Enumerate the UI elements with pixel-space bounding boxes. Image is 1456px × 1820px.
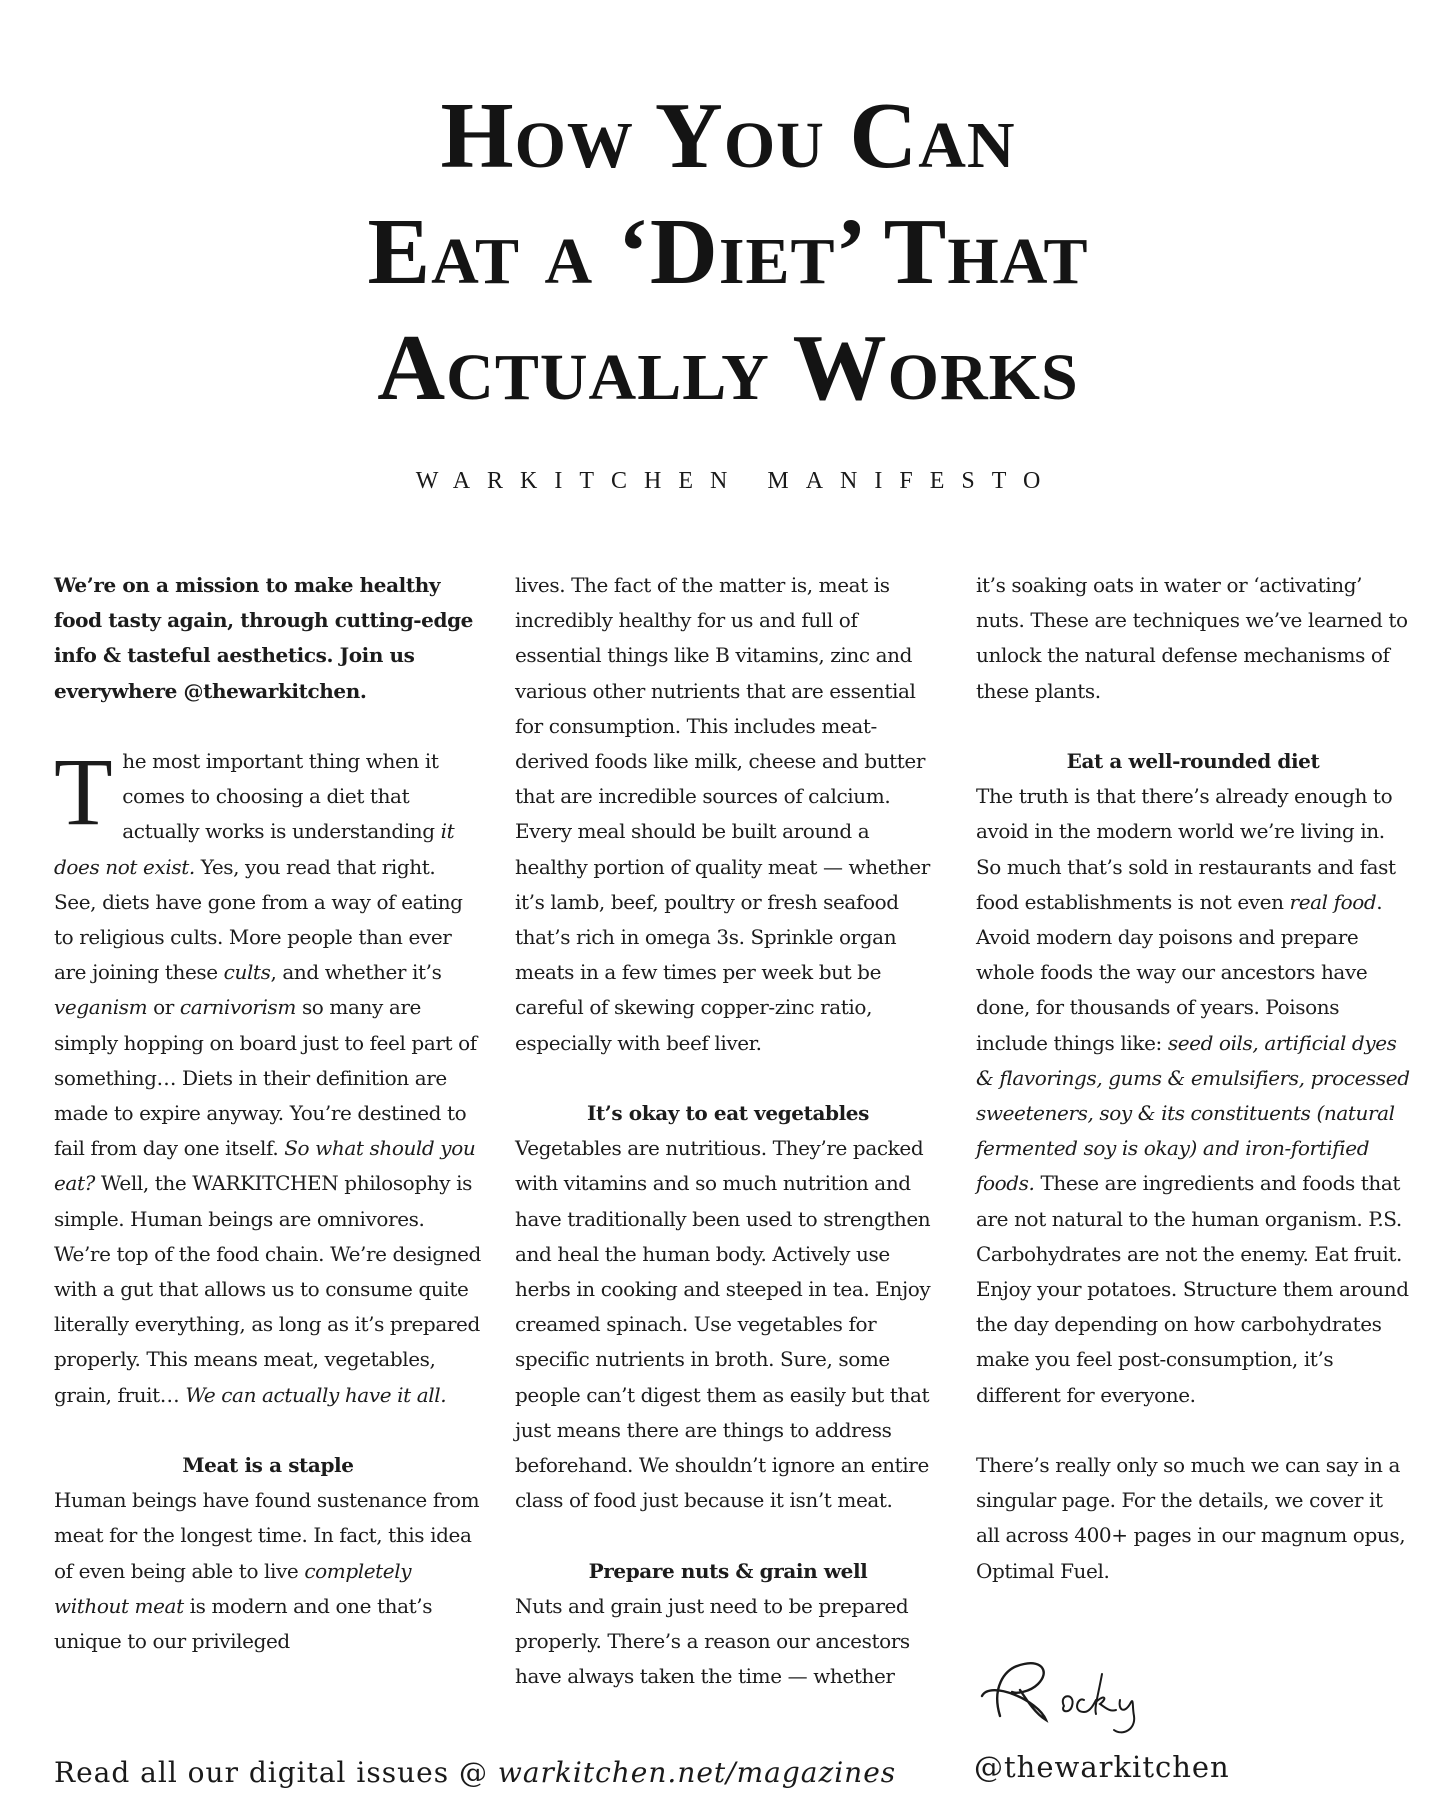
section-heading-nuts-grain: Prepare nuts & grain well <box>588 1558 868 1583</box>
lead-paragraph: We’re on a mission to make healthy food tasty again, through cutting-edge info & tasteful aesthetics. Join us everywhere @thewarkitchen. <box>54 573 473 703</box>
meat-paragraph: Human beings have found sustenance from meat for the longest time. In fact, this idea of even being able to live completely without meat is modern and one that’s unique to our privileged <box>54 1488 480 1654</box>
section-heading-diet: Eat a well-rounded diet <box>1066 749 1320 773</box>
meat-paragraph-continued: lives. The fact of the matter is, meat is incredibly healthy for us and full of essential things like B vitamins, zinc and various other nutrients that are essential for consumption. This includes meat-derived foods like milk, cheese and butter that are incredible sources of calcium. Every meal should be built around a healthy portion of quality meat — whether it’s lamb, beef, poultry or fresh seafood that’s rich in omega 3s. Sprinkle organ meats in a few times per week but be careful of skewing copper-zinc ratio, especially with beef liver. <box>515 573 930 1055</box>
section-heading-vegetables: It’s okay to eat vegetables <box>587 1101 869 1126</box>
column-1 <box>54 568 482 1659</box>
signature <box>972 1650 1192 1740</box>
subtitle: WARKITCHEN MANIFESTO <box>415 468 1058 494</box>
title-line-2: Eat a ‘Diet’ That <box>367 200 1089 304</box>
title-line-1: How You Can <box>440 84 1016 188</box>
closing-paragraph: There’s really only so much we can say in a singular page. For the details, we cover it all across 400+ pages in our magnum opus, Optimal Fuel. <box>976 1453 1406 1583</box>
diet-paragraph: The truth is that there’s already enough to avoid in the modern world we’re living in. So much that’s sold in restaurants and fast food establishments is not even real food. Avoid modern day poisons and prepare whole foods the way our ancestors have done, for thousands of years. Poisons include things like: seed oils, artificial dyes & flavorings, gums & emulsifiers, processed sweeteners, soy & its constituents (natural fermented soy is okay) and iron-fortified foods. These are ingredients and foods that are not natural to the human organism. P.S. Carbohydrates are not the enemy. Eat fruit. Enjoy your potatoes. Structure them around the day depending on how carbohydrates make you feel post-consumption, it’s different for everyone. <box>976 784 1410 1407</box>
footer-digital-issues: Read all our digital issues @ warkitchen.net/magazines <box>54 1756 897 1789</box>
nuts-grain-paragraph: Nuts and grain just need to be prepared properly. There’s a reason our ancestors have always taken the time — whether <box>515 1593 910 1689</box>
drop-cap: T <box>54 738 113 845</box>
column-3 <box>976 568 1410 1589</box>
title-line-3: Actually Works <box>377 316 1079 420</box>
footer-handle[interactable]: @thewarkitchen <box>974 1750 1230 1784</box>
magazines-link[interactable]: warkitchen.net/magazines <box>497 1756 897 1789</box>
vegetables-paragraph: Vegetables are nutritious. They’re packed with vitamins and so much nutrition and have traditionally been used to strengthen and heal the human body. Actively use herbs in cooking and steeped in tea. Enjoy creamed spinach. Use vegetables for specific nutrients in broth. Sure, some people can’t digest them as easily but that just means there are things to address beforehand. We shouldn’t ignore an entire class of food just because it isn’t meat. <box>515 1136 931 1513</box>
section-heading-meat: Meat is a staple <box>182 1453 354 1478</box>
page-title <box>0 78 1456 426</box>
column-2 <box>515 568 941 1694</box>
nuts-grain-paragraph-continued: it’s soaking oats in water or ‘activating’ nuts. These are techniques we’ve learned to unlock the natural defense mechanisms of these plants. <box>976 573 1408 703</box>
intro-paragraph: The most important thing when it comes to choosing a diet that actually works is understanding it does not exist. Yes, you read that right. See, diets have gone from a way of eating to religious cults. More people than ever are joining these cults, and whether it’s veganism or carnivorism so many are simply hopping on board just to feel part of something… Diets in their definition are made to expire anyway. You’re destined to fail from day one itself. So what should you eat? Well, the WARKITCHEN philosophy is simple. Human beings are omnivores. We’re top of the food chain. We’re designed with a gut that allows us to consume quite literally everything, as long as it’s prepared properly. This means meat, vegetables, grain, fruit… We can actually have it all. <box>54 738 481 1407</box>
